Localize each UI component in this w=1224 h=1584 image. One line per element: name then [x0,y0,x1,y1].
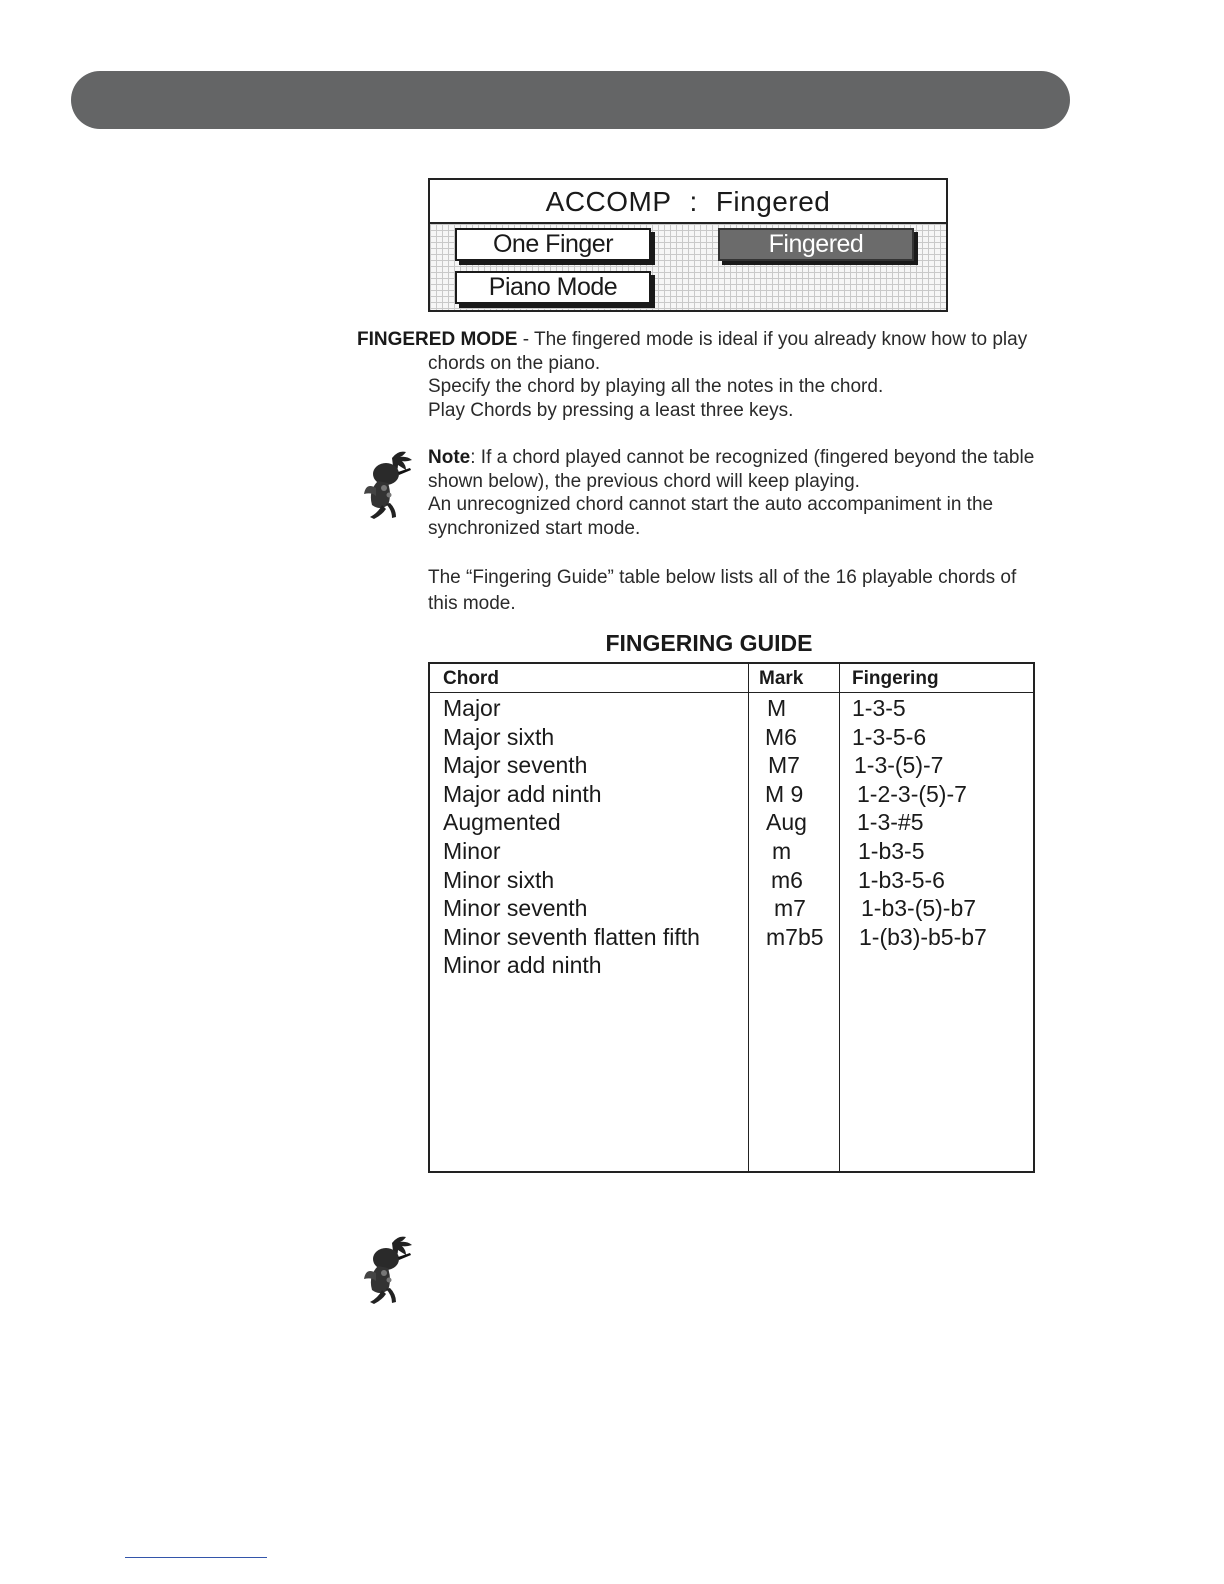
note-line2: shown below), the previous chord will keep playing. [428,471,860,492]
chord-fingering-cell: 1-3-#5 [857,809,924,836]
chord-mark-cell: m7 [774,895,806,922]
chord-mark-cell: M7 [768,752,800,779]
chord-mark-cell: m [772,838,792,864]
note-paragraph [428,446,1068,470]
chord-name-cell: Minor [443,838,501,864]
note-label: Note [428,447,471,468]
chord-name-cell: Major seventh [443,752,588,779]
chord-name-cell: Minor sixth [443,866,555,893]
chord-name-cell: Major add ninth [443,780,602,807]
chord-mark-cell: m6 [771,866,803,893]
chord-mark-cell: M [767,695,787,721]
column-header-mark: Mark [759,668,804,689]
column-divider [748,664,749,1171]
fingered-mode-paragraph [357,328,1057,352]
header-divider [430,692,1033,693]
note-line4: synchronized start mode. [428,518,641,539]
footer-rule [125,1557,267,1558]
lcd-title-separator: : [689,186,698,217]
chord-fingering-cell: 1-(b3)-b5-b7 [859,923,987,950]
chord-mark-cell: M6 [765,723,797,750]
chord-fingering-cell: 1-2-3-(5)-7 [857,780,967,807]
chord-fingering-cell: 1-3-(5)-7 [854,752,944,779]
note-line1: : If a chord played cannot be recognized (fingered beyond the table [470,447,1035,468]
fingered-mode-heading: FINGERED MODE [357,329,518,350]
lcd-display [428,178,948,312]
header-bar [71,71,1070,129]
lcd-title-label: ACCOMP [545,186,672,217]
chord-name-cell: Major [443,695,501,721]
lcd-title-value: Fingered [715,186,831,217]
chord-fingering-cell: 1-b3-5 [858,838,925,864]
fingered-mode-line3: Specify the chord by playing all the notes in the chord. [428,376,884,397]
chord-name-cell: Augmented [443,809,561,836]
fingering-guide-title: FINGERING GUIDE [605,630,813,656]
note-line3: An unrecognized chord cannot start the auto accompaniment in the [428,494,994,515]
chord-fingering-cell: 1-3-5-6 [852,723,927,750]
piano-mode-button[interactable]: Piano Mode [455,271,651,304]
fingered-button[interactable]: Fingered [718,228,914,261]
column-divider [839,664,840,1171]
chord-fingering-cell: 1-b3-5-6 [858,866,945,893]
kokopelli-icon [362,448,414,524]
chord-name-cell: Minor seventh [443,895,588,922]
chord-mark-cell: Aug [766,809,807,836]
guide-intro-line1: The “Fingering Guide” table below lists all of the 16 playable chords of [428,567,1017,588]
column-header-chord: Chord [443,668,499,689]
column-header-fingering: Fingering [852,668,939,689]
lcd-title [430,180,946,224]
guide-intro-line2: this mode. [428,593,516,614]
chord-mark-cell: m7b5 [766,923,824,950]
kokopelli-icon [362,1233,414,1309]
one-finger-button[interactable]: One Finger [455,228,651,261]
lcd-options-area [430,224,946,310]
chord-fingering-cell: 1-b3-(5)-b7 [861,895,977,922]
fingering-guide-table [428,662,1035,1173]
fingered-mode-line2: chords on the piano. [428,353,601,374]
chord-name-cell: Minor seventh flatten fifth [443,923,700,950]
fingered-mode-line1: - The fingered mode is ideal if you already know how to play [517,329,1028,350]
chord-name-cell: Minor add ninth [443,952,602,979]
fingered-mode-line4: Play Chords by pressing a least three keys. [428,400,794,421]
chord-fingering-cell: 1-3-5 [852,695,906,721]
chord-mark-cell: M 9 [765,780,804,807]
chord-name-cell: Major sixth [443,723,555,750]
